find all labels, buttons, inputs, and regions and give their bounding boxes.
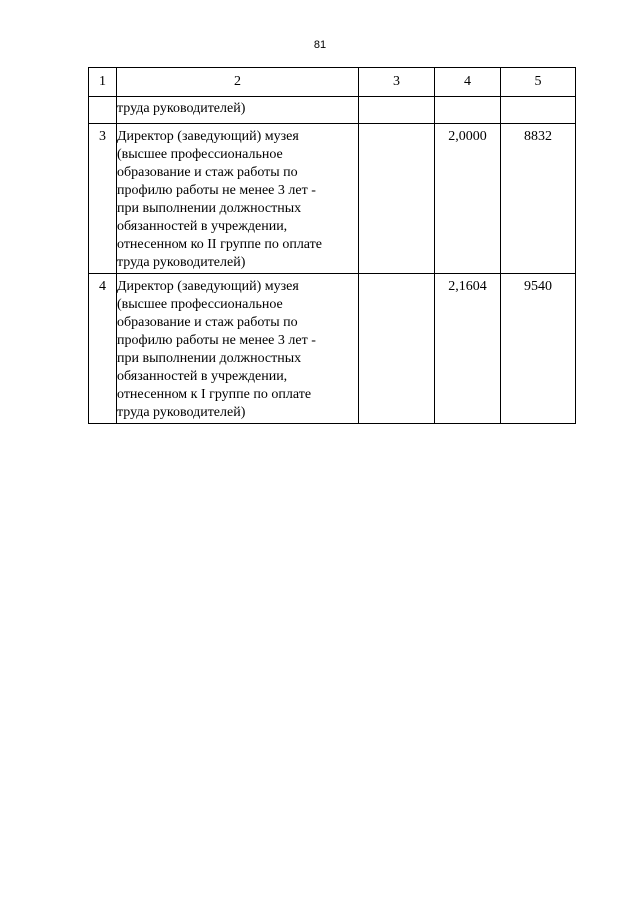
description-line: профилю работы не менее 3 лет - bbox=[117, 183, 316, 198]
header-col-3: 3 bbox=[359, 68, 435, 97]
position-description bbox=[117, 97, 359, 124]
header-col-2: 2 bbox=[117, 68, 359, 97]
description-line: при выполнении должностных bbox=[117, 351, 302, 366]
position-description bbox=[117, 124, 359, 274]
table-header-row bbox=[89, 68, 576, 97]
salary-table bbox=[88, 67, 576, 424]
description-line: труда руководителей) bbox=[117, 255, 246, 270]
col3-cell bbox=[359, 124, 435, 274]
header-col-5: 5 bbox=[501, 68, 576, 97]
amount-cell bbox=[501, 97, 576, 124]
description-line: Директор (заведующий) музея bbox=[117, 129, 299, 144]
description-line: образование и стаж работы по bbox=[117, 165, 298, 180]
amount-cell: 8832 bbox=[501, 124, 576, 274]
amount-cell: 9540 bbox=[501, 274, 576, 424]
position-description bbox=[117, 274, 359, 424]
description-line: при выполнении должностных bbox=[117, 201, 302, 216]
description-line: отнесенном ко II группе по оплате bbox=[117, 237, 322, 252]
table-row bbox=[89, 274, 576, 424]
description-line: обязанностей в учреждении, bbox=[117, 369, 288, 384]
description-line: профилю работы не менее 3 лет - bbox=[117, 333, 316, 348]
description-line: (высшее профессиональное bbox=[117, 147, 283, 162]
coefficient-cell bbox=[435, 97, 501, 124]
page-number: 81 bbox=[313, 39, 327, 51]
coefficient-cell: 2,1604 bbox=[435, 274, 501, 424]
description-line: образование и стаж работы по bbox=[117, 315, 298, 330]
coefficient-cell: 2,0000 bbox=[435, 124, 501, 274]
description-line: труда руководителей) bbox=[117, 101, 246, 116]
row-number: 3 bbox=[89, 124, 117, 274]
description-line: труда руководителей) bbox=[117, 405, 246, 420]
description-line: отнесенном к I группе по оплате bbox=[117, 387, 312, 402]
row-number: 4 bbox=[89, 274, 117, 424]
header-col-4: 4 bbox=[435, 68, 501, 97]
description-line: обязанностей в учреждении, bbox=[117, 219, 288, 234]
description-line: (высшее профессиональное bbox=[117, 297, 283, 312]
table-row bbox=[89, 97, 576, 124]
header-col-1: 1 bbox=[89, 68, 117, 97]
description-line: Директор (заведующий) музея bbox=[117, 279, 299, 294]
row-number bbox=[89, 97, 117, 124]
col3-cell bbox=[359, 97, 435, 124]
col3-cell bbox=[359, 274, 435, 424]
table-row bbox=[89, 124, 576, 274]
